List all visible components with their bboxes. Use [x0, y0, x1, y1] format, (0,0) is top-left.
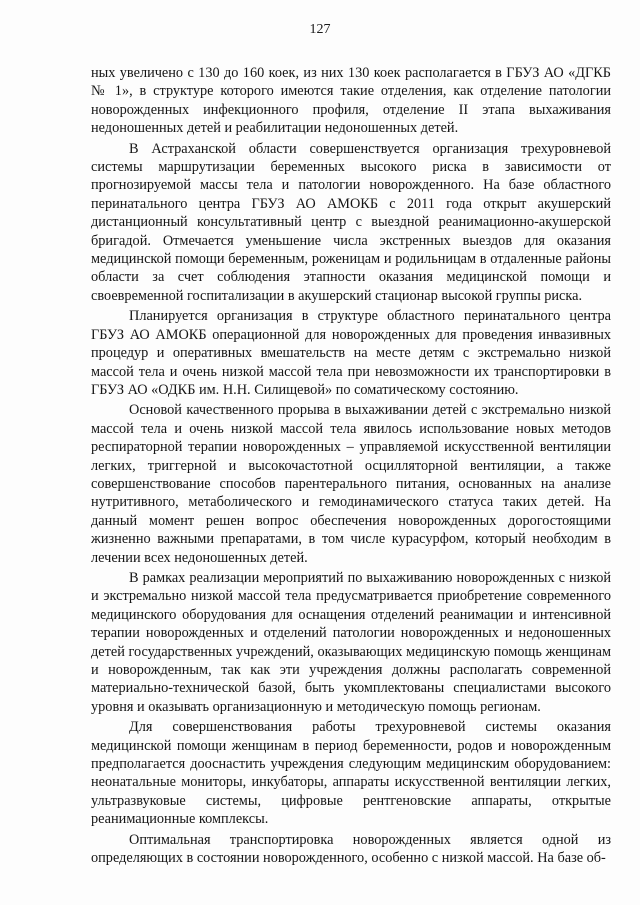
paragraph-continuation: ных увеличено с 130 до 160 коек, из них 130 коек располагается в ГБУЗ АО «ДГКБ № 1», в структуре которого имеются такие отделения, как отделение патологии новорожденных инфекционного профиля, отделение II этапа выхаживания недоношенных детей и реабилитации недоношенных детей. — [91, 65, 611, 137]
paragraph-respiratory-therapy: Основой качественного прорыва в выхаживании детей с экстремально низкой массой тела и очень низкой массой тела явилось использование новых методов респираторной терапии новорожденных – управляемой искусственной вентиляции легких, триггерной и высокочастотной осцилляторной вентиляции, а также совершенствование способов парентерального питания, основанных на анализе нутритивного, метаболического и гемодинамического статуса таких детей. На данный момент решен вопрос обеспечения новорожденных дорогостоящими жизненно важными препаратами, в том числе курасурфом, который необходим в лечении всех недоношенных детей. — [91, 402, 611, 566]
paragraph-equipment-purchase: В рамках реализации мероприятий по выхаживанию новорожденных с низкой и экстремально низкой массой тела предусматривается приобретение современного медицинского оборудования для оснащения отделений реанимации и интенсивной терапии новорожденных и отделений патологии новорожденных и недоношенных детей государственных учреждений, оказывающих медицинскую помощь женщинам и новорожденным, так как эти учреждения должны располагать современной материально-технической базой, быть укомплектованы специалистами высокого уровня и оказывать организационную и методическую помощь регионам. — [91, 569, 611, 715]
paragraph-operating-room: Планируется организация в структуре областного перинатального центра ГБУЗ АО АМОКБ операционной для новорожденных для проведения инвазивных процедур и оперативных вмешательств на месте детям с экстремально низкой массой тела и очень низкой массой тела при невозможности их транспортировки в ГБУЗ АО «ОДКБ им. Н.Н. Силищевой» по соматическому состоянию. — [91, 308, 611, 398]
body-text — [91, 64, 611, 869]
paragraph-transportation: Оптимальная транспортировка новорожденных является одной из определяющих в состоянии новорожденного, особенно с низкой массой. На базе об- — [91, 831, 611, 867]
paragraph-routing-system: В Астраханской области совершенствуется организация трехуровневой системы маршрутизации беременных высокого риска в зависимости от прогнозируемой массы тела и патологии новорожденного. На базе областного перинатального центра ГБУЗ АО АМОКБ с 2011 года открыт акушерский дистанционный консультативный центр с выездной реанимационно-акушерской бригадой. Отмечается уменьшение числа экстренных выездов для оказания медицинской помощи беременным, роженицам и родильницам в отдаленные районы области за счет соблюдения этапности оказания медицинской помощи и своевременной госпитализации в акушерский стационар высокой группы риска. — [91, 140, 611, 304]
paragraph-equipment-list: Для совершенствования работы трехуровневой системы оказания медицинской помощи женщинам в период беременности, родов и новорожденным предполагается дооснастить учреждения следующим медицинским оборудованием: неонатальные мониторы, инкубаторы, аппараты искусственной вентиляции легких, ультразвуковые системы, цифровые рентгеновские аппараты, открытые реанимационные комплексы. — [91, 719, 611, 828]
page-number: 127 — [309, 22, 331, 37]
